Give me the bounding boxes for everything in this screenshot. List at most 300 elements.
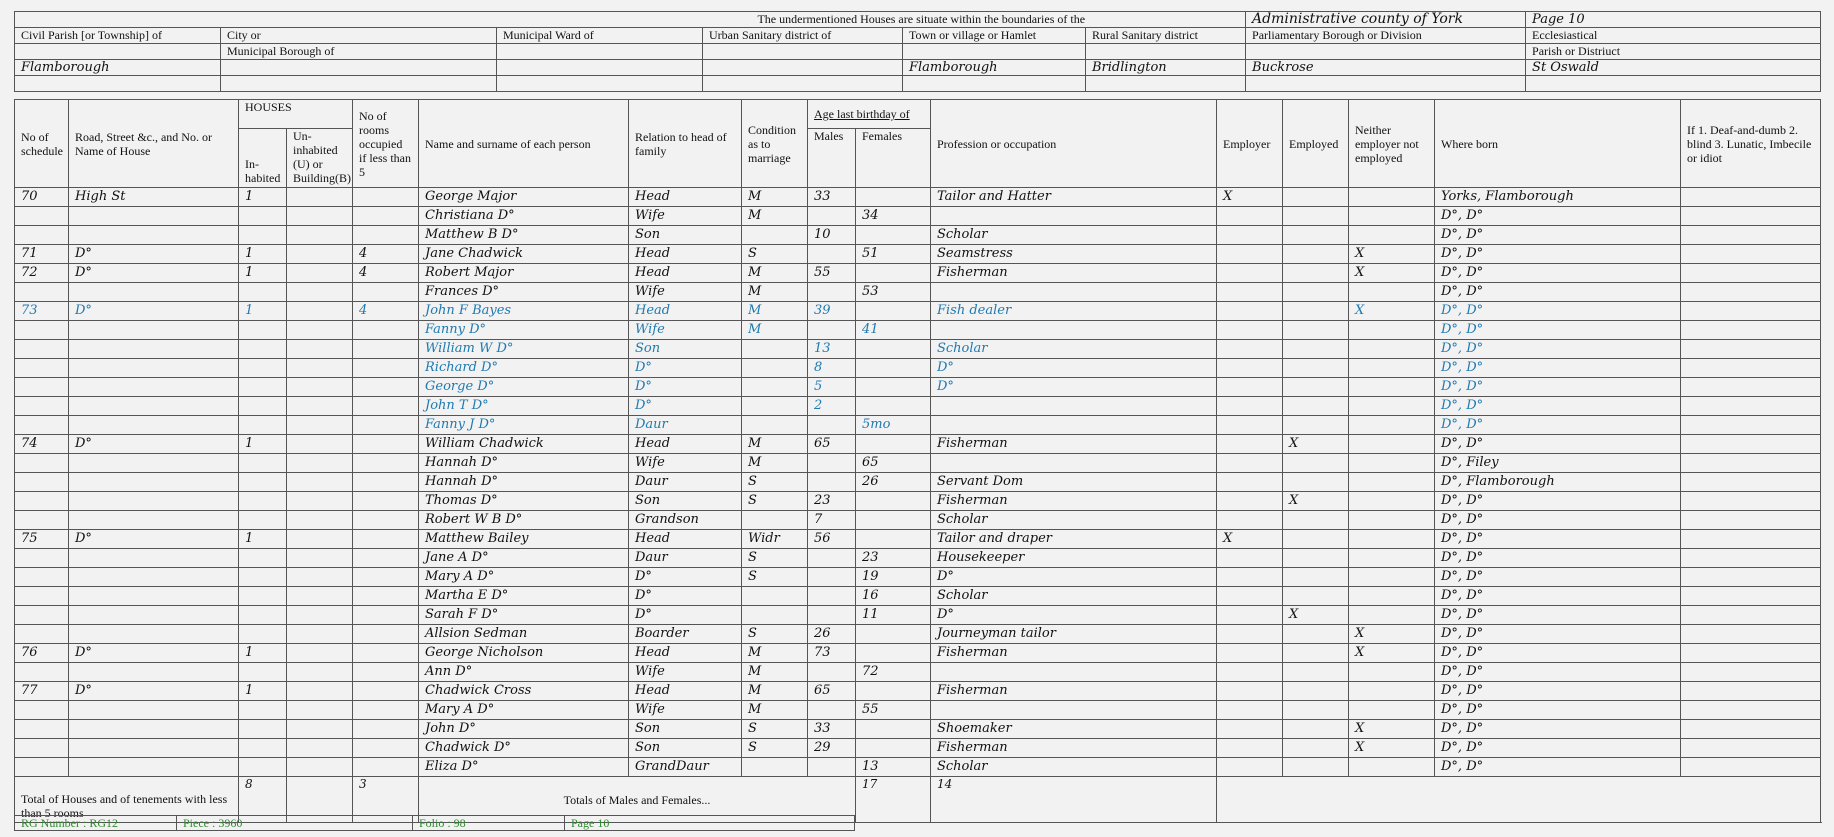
condition-cell: M: [742, 435, 808, 454]
neither-cell: [1349, 188, 1435, 207]
employed-cell: [1283, 416, 1349, 435]
table-row: [15, 606, 1821, 625]
inhabited-cell: 1: [239, 264, 287, 283]
condition-cell: [742, 359, 808, 378]
road-cell: D°: [69, 435, 239, 454]
occupation-cell: Shoemaker: [931, 720, 1217, 739]
folio-number: Folio : 98: [413, 816, 565, 831]
source-reference: [14, 815, 855, 831]
rooms-cell: [353, 188, 419, 207]
road-cell: D°: [69, 245, 239, 264]
road-cell: [69, 492, 239, 511]
infirmity-cell: [1681, 568, 1821, 587]
condition-cell: M: [742, 321, 808, 340]
schedule-cell: [15, 283, 69, 302]
where-born-cell: D°, D°: [1435, 606, 1681, 625]
where-born-cell: D°, D°: [1435, 416, 1681, 435]
employer-cell: [1217, 454, 1283, 473]
rooms-cell: [353, 340, 419, 359]
male-age-cell: [808, 701, 856, 720]
employed-cell: [1283, 701, 1349, 720]
uninhabited-cell: [287, 720, 353, 739]
schedule-cell: [15, 663, 69, 682]
uninhabited-cell: [287, 359, 353, 378]
schedule-cell: [15, 606, 69, 625]
infirmity-cell: [1681, 720, 1821, 739]
employed-cell: [1283, 568, 1349, 587]
male-age-cell: [808, 549, 856, 568]
employer-cell: [1217, 492, 1283, 511]
occupation-cell: [931, 321, 1217, 340]
neither-cell: [1349, 701, 1435, 720]
employer-cell: X: [1217, 188, 1283, 207]
neither-cell: [1349, 378, 1435, 397]
inhabited-cell: [239, 473, 287, 492]
occupation-cell: [931, 416, 1217, 435]
total-inhabited: 8: [239, 777, 287, 823]
employer-cell: [1217, 568, 1283, 587]
neither-cell: [1349, 549, 1435, 568]
inhabited-cell: [239, 359, 287, 378]
relation-cell: Head: [629, 188, 742, 207]
name-cell: Matthew Bailey: [419, 530, 629, 549]
relation-cell: D°: [629, 606, 742, 625]
female-age-cell: [856, 682, 931, 701]
schedule-cell: [15, 397, 69, 416]
employed-cell: [1283, 245, 1349, 264]
occupation-cell: Fisherman: [931, 644, 1217, 663]
uninhabited-cell: [287, 511, 353, 530]
col-where-born: Where born: [1435, 100, 1681, 188]
where-born-cell: D°, D°: [1435, 264, 1681, 283]
relation-cell: Son: [629, 739, 742, 758]
employed-cell: [1283, 321, 1349, 340]
road-cell: [69, 283, 239, 302]
infirmity-cell: [1681, 416, 1821, 435]
col-females: Females: [856, 129, 931, 188]
male-age-cell: [808, 758, 856, 777]
table-row: [15, 207, 1821, 226]
table-row: [15, 397, 1821, 416]
female-age-cell: 13: [856, 758, 931, 777]
employer-cell: [1217, 549, 1283, 568]
inhabited-cell: [239, 720, 287, 739]
employed-cell: X: [1283, 492, 1349, 511]
road-cell: [69, 758, 239, 777]
name-cell: Sarah F D°: [419, 606, 629, 625]
male-age-cell: [808, 207, 856, 226]
occupation-cell: Fisherman: [931, 682, 1217, 701]
female-age-cell: [856, 359, 931, 378]
neither-cell: [1349, 283, 1435, 302]
employer-cell: X: [1217, 530, 1283, 549]
table-row: [15, 530, 1821, 549]
condition-cell: M: [742, 682, 808, 701]
male-age-cell: 65: [808, 682, 856, 701]
schedule-cell: [15, 473, 69, 492]
schedule-cell: 73: [15, 302, 69, 321]
inhabited-cell: [239, 397, 287, 416]
uninhabited-cell: [287, 340, 353, 359]
condition-cell: M: [742, 207, 808, 226]
female-age-cell: 65: [856, 454, 931, 473]
where-born-cell: Yorks, Flamborough: [1435, 188, 1681, 207]
female-age-cell: 5mo: [856, 416, 931, 435]
female-age-cell: 72: [856, 663, 931, 682]
uninhabited-cell: [287, 625, 353, 644]
total-persons-label: Totals of Males and Females...: [419, 777, 856, 823]
infirmity-cell: [1681, 625, 1821, 644]
female-age-cell: 19: [856, 568, 931, 587]
where-born-cell: D°, D°: [1435, 321, 1681, 340]
where-born-cell: D°, D°: [1435, 530, 1681, 549]
condition-cell: [742, 416, 808, 435]
male-age-cell: 73: [808, 644, 856, 663]
schedule-cell: [15, 207, 69, 226]
employer-cell: [1217, 397, 1283, 416]
rooms-cell: [353, 207, 419, 226]
occupation-cell: [931, 283, 1217, 302]
employer-cell: [1217, 739, 1283, 758]
name-cell: John F Bayes: [419, 302, 629, 321]
where-born-cell: D°, D°: [1435, 245, 1681, 264]
table-row: [15, 264, 1821, 283]
schedule-cell: [15, 720, 69, 739]
male-age-cell: 2: [808, 397, 856, 416]
relation-cell: Head: [629, 264, 742, 283]
road-cell: [69, 606, 239, 625]
male-age-cell: [808, 663, 856, 682]
employed-cell: [1283, 758, 1349, 777]
uninhabited-cell: [287, 226, 353, 245]
rooms-cell: [353, 587, 419, 606]
inhabited-cell: [239, 663, 287, 682]
where-born-cell: D°, D°: [1435, 340, 1681, 359]
male-age-cell: [808, 587, 856, 606]
road-cell: [69, 549, 239, 568]
neither-cell: X: [1349, 739, 1435, 758]
occupation-cell: [931, 454, 1217, 473]
name-cell: George D°: [419, 378, 629, 397]
relation-cell: D°: [629, 587, 742, 606]
name-cell: Christiana D°: [419, 207, 629, 226]
infirmity-cell: [1681, 587, 1821, 606]
infirmity-cell: [1681, 321, 1821, 340]
header-banner: The undermentioned Houses are situate within the boundaries of the: [15, 12, 1246, 28]
uninhabited-cell: [287, 264, 353, 283]
total-females: 14: [931, 777, 1217, 823]
occupation-cell: Housekeeper: [931, 549, 1217, 568]
infirmity-cell: [1681, 245, 1821, 264]
where-born-cell: D°, D°: [1435, 758, 1681, 777]
where-born-cell: D°, D°: [1435, 682, 1681, 701]
male-age-cell: 29: [808, 739, 856, 758]
infirmity-cell: [1681, 606, 1821, 625]
col-condition: Condition as to marriage: [742, 100, 808, 188]
name-cell: Hannah D°: [419, 473, 629, 492]
relation-cell: D°: [629, 397, 742, 416]
infirmity-cell: [1681, 739, 1821, 758]
uninhabited-cell: [287, 663, 353, 682]
road-cell: [69, 397, 239, 416]
employer-cell: [1217, 606, 1283, 625]
rooms-cell: [353, 606, 419, 625]
inhabited-cell: [239, 549, 287, 568]
uninhabited-cell: [287, 682, 353, 701]
employed-cell: [1283, 663, 1349, 682]
schedule-cell: [15, 321, 69, 340]
employer-cell: [1217, 207, 1283, 226]
inhabited-cell: 1: [239, 188, 287, 207]
col-infirmity: If 1. Deaf-and-dumb 2. blind 3. Lunatic, Imbecile or idiot: [1681, 100, 1821, 188]
occupation-cell: Fisherman: [931, 739, 1217, 758]
female-age-cell: [856, 264, 931, 283]
census-table: [14, 99, 1821, 823]
neither-cell: [1349, 473, 1435, 492]
uninhabited-cell: [287, 397, 353, 416]
road-cell: [69, 720, 239, 739]
employer-cell: [1217, 625, 1283, 644]
neither-cell: [1349, 530, 1435, 549]
where-born-cell: D°, D°: [1435, 644, 1681, 663]
infirmity-cell: [1681, 473, 1821, 492]
employer-cell: [1217, 378, 1283, 397]
name-cell: Jane Chadwick: [419, 245, 629, 264]
inhabited-cell: [239, 283, 287, 302]
condition-cell: [742, 378, 808, 397]
employed-cell: [1283, 264, 1349, 283]
condition-cell: S: [742, 473, 808, 492]
condition-cell: [742, 511, 808, 530]
name-cell: George Nicholson: [419, 644, 629, 663]
employed-cell: [1283, 226, 1349, 245]
inhabited-cell: 1: [239, 644, 287, 663]
male-age-cell: 26: [808, 625, 856, 644]
female-age-cell: [856, 739, 931, 758]
relation-cell: D°: [629, 378, 742, 397]
footer-page: Page 10: [565, 816, 855, 831]
name-cell: Ann D°: [419, 663, 629, 682]
name-cell: Thomas D°: [419, 492, 629, 511]
inhabited-cell: 1: [239, 302, 287, 321]
neither-cell: [1349, 397, 1435, 416]
uninhabited-cell: [287, 549, 353, 568]
uninhabited-cell: [287, 188, 353, 207]
table-row: [15, 511, 1821, 530]
female-age-cell: [856, 397, 931, 416]
col-males: Males: [808, 129, 856, 188]
where-born-cell: D°, D°: [1435, 701, 1681, 720]
rooms-cell: [353, 625, 419, 644]
total-males: 17: [856, 777, 931, 823]
infirmity-cell: [1681, 663, 1821, 682]
infirmity-cell: [1681, 701, 1821, 720]
name-cell: Chadwick Cross: [419, 682, 629, 701]
col-employed: Employed: [1283, 100, 1349, 188]
condition-cell: S: [742, 739, 808, 758]
condition-cell: [742, 340, 808, 359]
relation-cell: Head: [629, 530, 742, 549]
employed-cell: [1283, 378, 1349, 397]
road-cell: [69, 416, 239, 435]
col-age: Age last birthday of: [808, 100, 931, 129]
where-born-cell: D°, D°: [1435, 492, 1681, 511]
road-cell: [69, 321, 239, 340]
male-age-cell: [808, 245, 856, 264]
uninhabited-cell: [287, 416, 353, 435]
uninhabited-cell: [287, 302, 353, 321]
female-age-cell: [856, 302, 931, 321]
name-cell: Jane A D°: [419, 549, 629, 568]
where-born-cell: D°, D°: [1435, 283, 1681, 302]
name-cell: Eliza D°: [419, 758, 629, 777]
condition-cell: M: [742, 454, 808, 473]
rooms-cell: [353, 530, 419, 549]
female-age-cell: 26: [856, 473, 931, 492]
occupation-cell: D°: [931, 378, 1217, 397]
inhabited-cell: [239, 625, 287, 644]
name-cell: Robert Major: [419, 264, 629, 283]
employer-cell: [1217, 587, 1283, 606]
female-age-cell: 41: [856, 321, 931, 340]
employed-cell: [1283, 511, 1349, 530]
condition-cell: S: [742, 492, 808, 511]
name-cell: John T D°: [419, 397, 629, 416]
neither-cell: [1349, 511, 1435, 530]
infirmity-cell: [1681, 283, 1821, 302]
enumeration-header: [14, 11, 1821, 92]
condition-cell: M: [742, 644, 808, 663]
relation-cell: Boarder: [629, 625, 742, 644]
road-cell: [69, 340, 239, 359]
table-row: [15, 435, 1821, 454]
relation-cell: Daur: [629, 549, 742, 568]
occupation-cell: D°: [931, 606, 1217, 625]
where-born-cell: D°, D°: [1435, 226, 1681, 245]
rg-number: RG Number : RG12: [15, 816, 177, 831]
employed-cell: [1283, 283, 1349, 302]
relation-cell: Son: [629, 226, 742, 245]
relation-cell: Head: [629, 435, 742, 454]
schedule-cell: [15, 758, 69, 777]
schedule-cell: [15, 568, 69, 587]
employed-cell: [1283, 473, 1349, 492]
employer-cell: [1217, 511, 1283, 530]
rooms-cell: [353, 378, 419, 397]
road-cell: [69, 739, 239, 758]
where-born-cell: D°, Filey: [1435, 454, 1681, 473]
female-age-cell: [856, 340, 931, 359]
total-houses-label: Total of Houses and of tenements with less than 5 rooms: [15, 777, 239, 823]
employer-cell: [1217, 416, 1283, 435]
relation-cell: Son: [629, 492, 742, 511]
inhabited-cell: [239, 321, 287, 340]
table-row: [15, 454, 1821, 473]
where-born-cell: D°, D°: [1435, 568, 1681, 587]
relation-cell: Daur: [629, 473, 742, 492]
rooms-cell: [353, 454, 419, 473]
infirmity-cell: [1681, 264, 1821, 283]
rooms-cell: [353, 511, 419, 530]
schedule-cell: 70: [15, 188, 69, 207]
neither-cell: [1349, 207, 1435, 226]
neither-cell: [1349, 492, 1435, 511]
employer-cell: [1217, 663, 1283, 682]
col-name: Name and surname of each person: [419, 100, 629, 188]
employed-cell: [1283, 720, 1349, 739]
inhabited-cell: [239, 492, 287, 511]
employed-cell: X: [1283, 606, 1349, 625]
schedule-cell: [15, 340, 69, 359]
name-cell: Richard D°: [419, 359, 629, 378]
employer-cell: [1217, 720, 1283, 739]
uninhabited-cell: [287, 587, 353, 606]
table-row: [15, 758, 1821, 777]
employer-cell: [1217, 283, 1283, 302]
occupation-cell: Scholar: [931, 340, 1217, 359]
uninhabited-cell: [287, 492, 353, 511]
male-age-cell: [808, 283, 856, 302]
occupation-cell: Journeyman tailor: [931, 625, 1217, 644]
name-cell: Martha E D°: [419, 587, 629, 606]
rural-label: Rural Sanitary district: [1086, 28, 1246, 44]
name-cell: Chadwick D°: [419, 739, 629, 758]
condition-cell: M: [742, 302, 808, 321]
employed-cell: [1283, 397, 1349, 416]
road-cell: [69, 473, 239, 492]
rural-value: Bridlington: [1086, 60, 1246, 76]
neither-cell: [1349, 682, 1435, 701]
relation-cell: Daur: [629, 416, 742, 435]
rooms-cell: [353, 359, 419, 378]
relation-cell: Wife: [629, 454, 742, 473]
condition-cell: S: [742, 625, 808, 644]
uninhabited-cell: [287, 530, 353, 549]
relation-cell: Wife: [629, 207, 742, 226]
schedule-cell: 77: [15, 682, 69, 701]
female-age-cell: 55: [856, 701, 931, 720]
neither-cell: [1349, 454, 1435, 473]
inhabited-cell: 1: [239, 245, 287, 264]
inhabited-cell: [239, 587, 287, 606]
relation-cell: Head: [629, 644, 742, 663]
infirmity-cell: [1681, 302, 1821, 321]
rooms-cell: [353, 283, 419, 302]
occupation-cell: [931, 663, 1217, 682]
infirmity-cell: [1681, 511, 1821, 530]
infirmity-cell: [1681, 207, 1821, 226]
rooms-cell: [353, 397, 419, 416]
occupation-cell: Tailor and Hatter: [931, 188, 1217, 207]
employer-cell: [1217, 245, 1283, 264]
where-born-cell: D°, D°: [1435, 739, 1681, 758]
occupation-cell: Scholar: [931, 587, 1217, 606]
where-born-cell: D°, D°: [1435, 549, 1681, 568]
relation-cell: Wife: [629, 283, 742, 302]
table-row: [15, 701, 1821, 720]
relation-cell: D°: [629, 568, 742, 587]
relation-cell: Head: [629, 302, 742, 321]
road-cell: [69, 625, 239, 644]
neither-cell: [1349, 416, 1435, 435]
where-born-cell: D°, D°: [1435, 207, 1681, 226]
name-cell: William W D°: [419, 340, 629, 359]
female-age-cell: [856, 625, 931, 644]
uninhabited-cell: [287, 207, 353, 226]
occupation-cell: [931, 397, 1217, 416]
relation-cell: Son: [629, 720, 742, 739]
rooms-cell: [353, 644, 419, 663]
